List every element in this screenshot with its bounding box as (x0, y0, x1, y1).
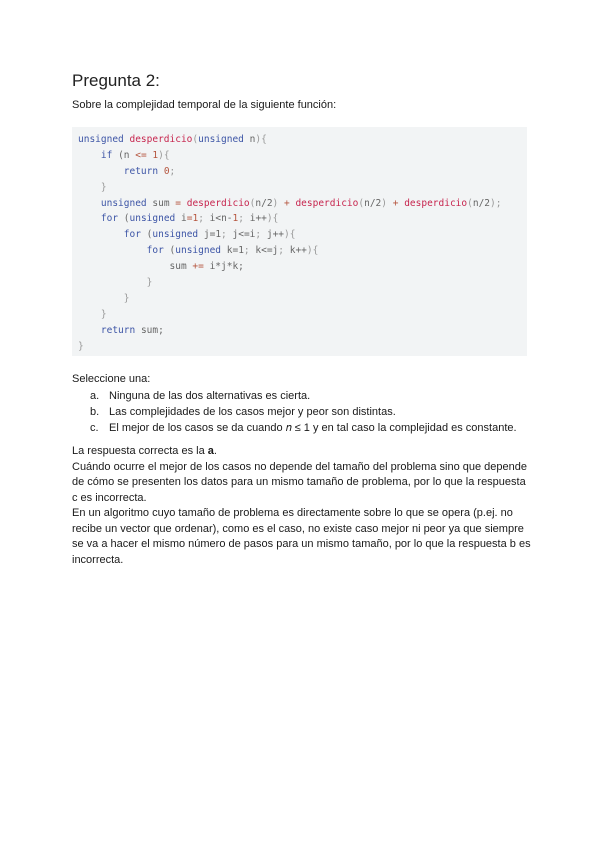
code-line (78, 275, 521, 291)
code-line (78, 323, 521, 339)
code-token: ; (238, 213, 250, 225)
code-token: for (123, 229, 141, 241)
code-token: n/2 (255, 197, 273, 209)
code-token: for (100, 213, 119, 225)
code-token: sum (78, 261, 193, 273)
code-token: sum; (140, 324, 164, 336)
code-token: unsigned (100, 197, 153, 209)
code-token: ) (381, 197, 393, 209)
question-title: Pregunta 2: (72, 71, 160, 90)
code-token: ( (118, 213, 130, 225)
code-token: ){ (158, 149, 170, 161)
code-token: ){ (266, 213, 279, 225)
code-token: desperdicio (129, 134, 193, 145)
choice-letter: a. (90, 390, 100, 402)
code-line (78, 180, 521, 196)
code-token: for (146, 245, 164, 257)
code-token: unsigned (152, 229, 204, 241)
code-line (78, 196, 521, 212)
code-token: i++ (249, 213, 267, 225)
code-token: } (78, 292, 130, 304)
code-token: 0 (163, 165, 170, 177)
choice-letter: c. (90, 422, 99, 434)
choice-a (90, 388, 517, 404)
code-line (78, 307, 521, 323)
code-token: 1 (152, 149, 159, 161)
choice-b (90, 404, 517, 420)
code-token: desperdicio (404, 197, 468, 209)
question-intro: Sobre la complejidad temporal de la siguiente función: (72, 99, 337, 111)
code-line (78, 291, 521, 307)
code-token: k++ (289, 245, 307, 257)
code-token (78, 150, 101, 161)
code-token: ( (140, 229, 153, 241)
choice-letter: b. (90, 406, 100, 418)
code-token: = (175, 197, 187, 209)
code-token: + (392, 197, 405, 209)
code-token: k<=j (255, 245, 279, 257)
answer-intro: La respuesta correcta es la (72, 445, 208, 457)
choices-prompt: Seleccione una: (72, 373, 151, 385)
code-token: j=1 (203, 229, 222, 241)
code-token: ){ (306, 245, 319, 257)
code-token: i*j*k; (203, 261, 244, 273)
code-token: ; (255, 229, 267, 241)
code-line (78, 132, 521, 148)
code-token: return (123, 165, 164, 177)
answer-paragraph-1: Cuándo ocurre el mejor de los casos no depende del tamaño del problema sino que depende de cómo se presenten los datos para un mismo tamaño de problema, por lo que la respuesta c es incorrecta. (72, 460, 527, 504)
code-token: desperdicio (186, 197, 250, 209)
code-token: j++ (266, 229, 285, 241)
code-token: ; (198, 213, 210, 225)
code-token: n/2 (472, 197, 491, 209)
code-token: ; (243, 245, 256, 257)
code-token: } (78, 181, 107, 193)
code-token: ( (163, 245, 176, 257)
code-token: k=1 (226, 245, 244, 257)
code-block (72, 127, 527, 356)
code-line (78, 164, 521, 180)
code-token: ( (249, 197, 256, 209)
answer-paragraph-2: En un algoritmo cuyo tamaño de problema es directamente sobre lo que se opera (p.ej. no recibe un vector que ordenar), como es el caso, no existe caso mejor ni peor ya que siempre se va a hacer el mismo número de pasos para un mismo tamaño, por lo que la respuesta b es incorrecta. (72, 507, 531, 566)
code-token: unsigned (175, 245, 227, 257)
code-token: ( (358, 197, 365, 209)
code-token (78, 198, 101, 209)
code-token (78, 166, 124, 177)
code-token (78, 229, 124, 240)
code-token (78, 213, 101, 224)
code-token (78, 325, 101, 336)
code-line (78, 259, 521, 275)
code-line (78, 148, 521, 164)
answer-letter: a (207, 445, 214, 457)
code-token: } (78, 277, 153, 289)
code-token: return (100, 324, 141, 336)
code-token (78, 245, 147, 256)
code-token: j<=i (232, 229, 256, 241)
code-line (78, 227, 521, 243)
choice-text: Ninguna de las dos alternativas es cierta. (109, 390, 311, 402)
code-token: desperdicio (295, 197, 359, 209)
code-token: unsigned (198, 134, 250, 145)
answer-statement (72, 444, 532, 460)
code-token: unsigned (129, 213, 181, 225)
choices-list (90, 388, 517, 436)
code-token: <= (135, 149, 147, 161)
code-token: ( (467, 197, 473, 209)
code-token: (n (112, 149, 136, 161)
code-token: ); (490, 197, 502, 209)
code-token: unsigned (78, 134, 130, 145)
code-token: } (78, 308, 107, 320)
code-line (78, 211, 521, 227)
code-token: ( (192, 134, 199, 145)
code-token: i<n- (209, 213, 233, 225)
code-token: =1 (186, 213, 199, 225)
choice-c (90, 420, 517, 436)
code-token: ; (278, 245, 290, 257)
code-token: n (249, 134, 256, 145)
code-token: ) (272, 197, 284, 209)
code-token: ; (169, 165, 176, 177)
code-token: ; (221, 229, 233, 241)
code-line (78, 243, 521, 259)
code-token: } (78, 340, 84, 352)
code-token: += (192, 261, 204, 273)
code-token: ){ (255, 134, 267, 145)
code-token: sum (152, 197, 176, 209)
answer-intro-end: . (213, 445, 217, 457)
code-token: if (100, 149, 113, 161)
choice-text: Las complejidades de los casos mejor y peor son distintas. (109, 406, 396, 418)
choice-text: El mejor de los casos se da cuando 𝑛 ≤ 1 y en tal caso la complejidad es constante. (109, 422, 517, 434)
code-token: n/2 (364, 197, 382, 209)
code-line (78, 339, 521, 355)
answer-explanation (72, 444, 532, 568)
code-token: 1 (232, 213, 239, 225)
code-token: + (284, 197, 296, 209)
code-token: ){ (284, 229, 296, 241)
code-token: i (181, 213, 187, 225)
